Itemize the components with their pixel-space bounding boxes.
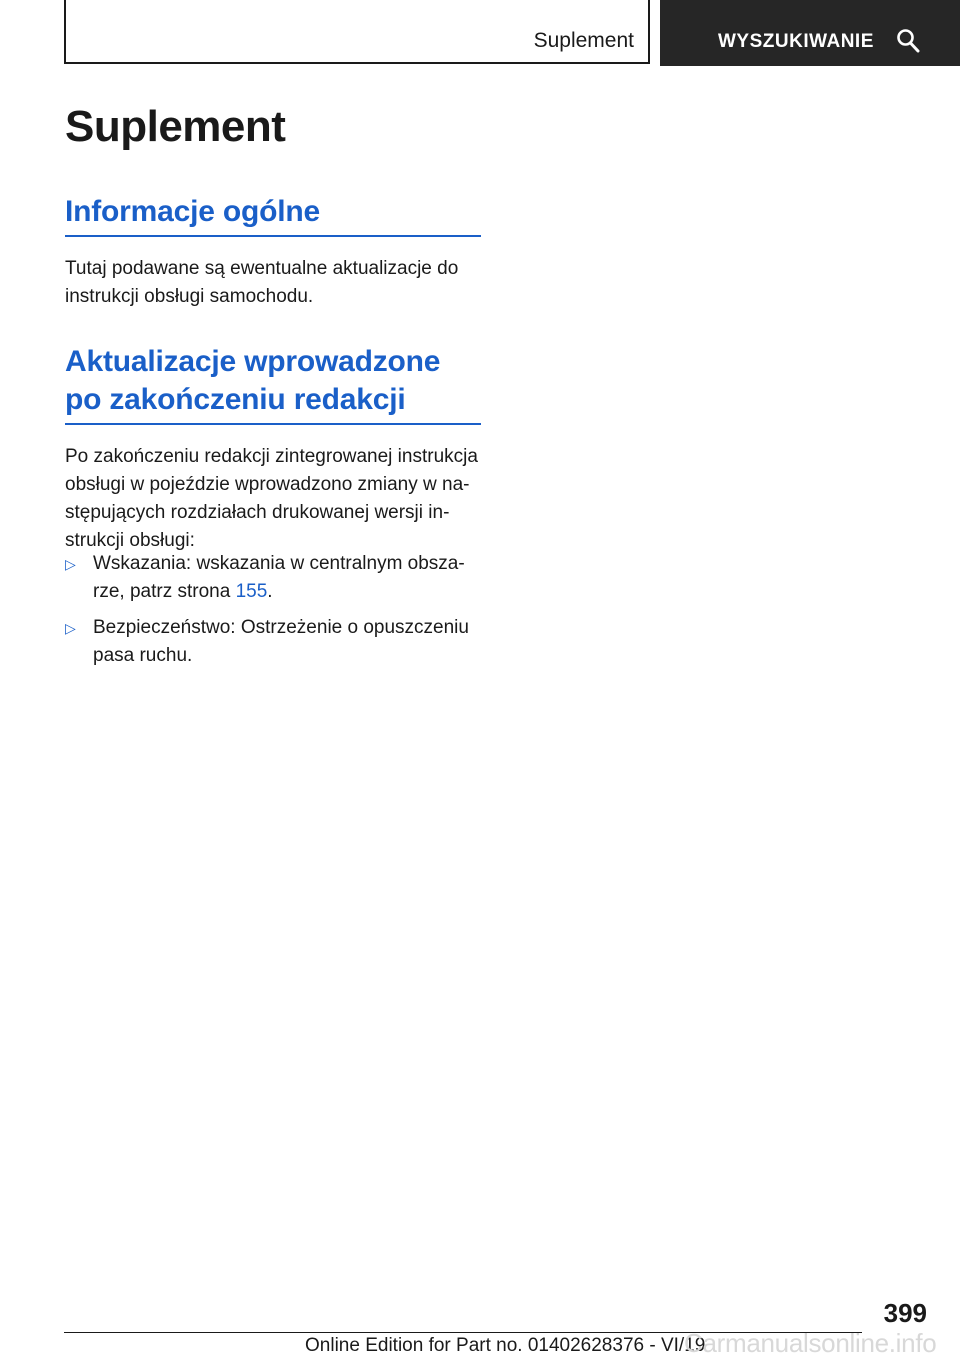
section-tab[interactable] xyxy=(64,0,650,64)
search-icon xyxy=(896,28,920,54)
list-item xyxy=(65,550,481,606)
watermark: Carmanualsonline.info xyxy=(684,1328,937,1358)
page-number: 399 xyxy=(883,1298,927,1328)
heading-line-1: Aktualizacje wprowadzone xyxy=(65,345,441,378)
section-heading-updates xyxy=(65,343,481,425)
list-item-text: Bezpieczeństwo: Ostrzeżenie o opuszczeniu pasa ruchu. xyxy=(93,617,469,666)
section-body-updates: Po zakończeniu redakcji zintegrowanej instrukcja obsługi w pojeździe wprowadzono zmiany w następujących rozdziałach drukowanej wersji instrukcji obsługi: xyxy=(65,446,478,551)
section-tab-label: Suplement xyxy=(533,29,634,52)
updates-list xyxy=(65,550,481,678)
top-navigation xyxy=(0,0,960,66)
search-label: WYSZUKIWANIE xyxy=(718,31,874,52)
footer-edition: Online Edition for Part no. 01402628376 - VI/19 xyxy=(305,1335,706,1356)
list-item-suffix: . xyxy=(267,581,273,602)
heading-line-2: po zakończeniu redakcji xyxy=(65,383,406,416)
page-title: Suplement xyxy=(65,102,286,151)
search-button[interactable] xyxy=(660,0,960,66)
section-heading-general: Informacje ogólne xyxy=(65,193,481,237)
section-body-general: Tutaj podawane są ewentualne aktualizacje do instrukcji obsługi samochodu. xyxy=(65,258,459,307)
triangle-bullet-icon: ▷ xyxy=(65,556,76,572)
triangle-bullet-icon: ▷ xyxy=(65,620,76,636)
page-reference-link[interactable]: 155 xyxy=(235,581,268,602)
list-item xyxy=(65,614,481,670)
list-item-text: Wskazania: wskazania w centralnym obszarze, patrz strona xyxy=(93,553,465,602)
